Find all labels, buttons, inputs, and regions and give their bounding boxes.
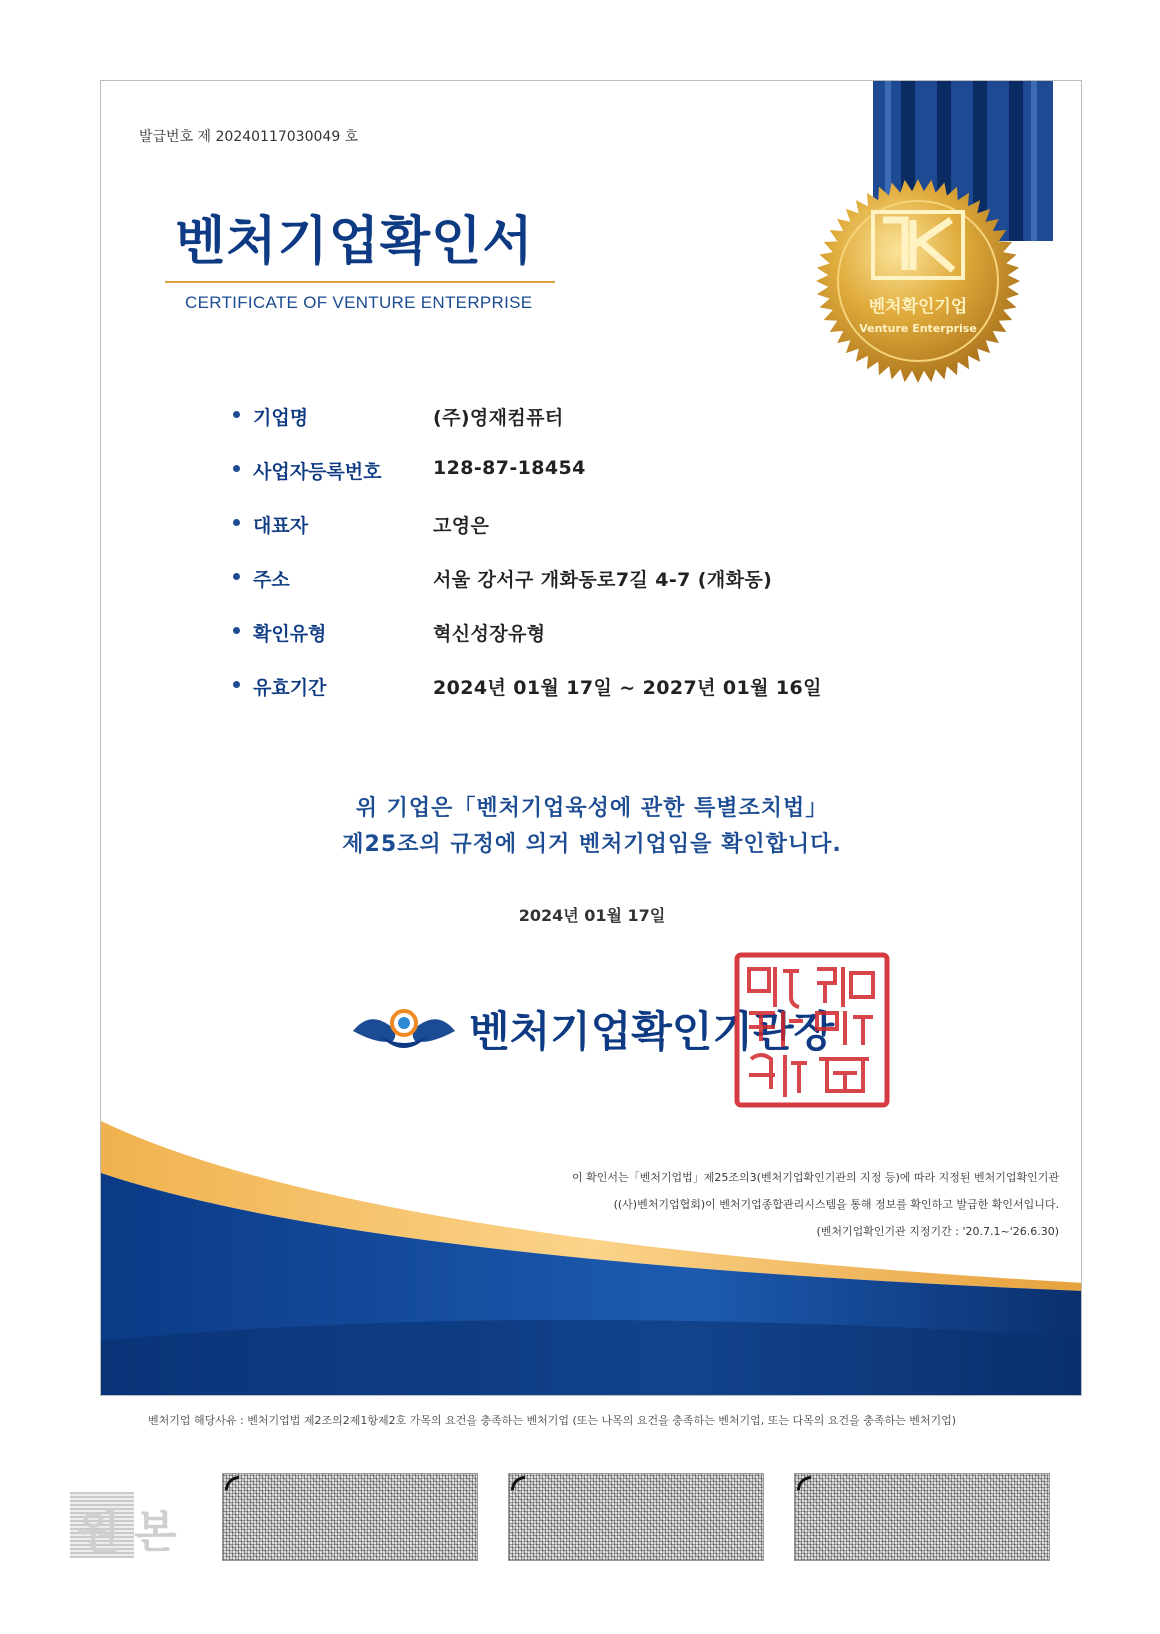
info-value: 고영은 [433, 515, 490, 537]
issuer-logo-icon [349, 1001, 459, 1061]
info-label: 주소 [253, 569, 290, 591]
info-value: 2024년 01월 17일 ~ 2027년 01월 16일 [433, 677, 822, 699]
info-row [233, 619, 993, 673]
original-mark [70, 1492, 198, 1558]
info-label: 유효기간 [253, 677, 327, 699]
info-row [233, 673, 993, 727]
bullet-icon [233, 519, 240, 526]
info-label: 대표자 [253, 515, 309, 537]
gold-seal-icon [813, 176, 1023, 386]
statement-line-1: 위 기업은「벤처기업육성에 관한 특별조치법」 [355, 796, 829, 821]
barcode-corner-icon [797, 1476, 811, 1490]
bullet-icon [233, 465, 240, 472]
footnote-line-3: (벤처기업확인기관 지정기간 : '20.7.1~'26.6.30) [816, 1225, 1059, 1238]
info-value: 서울 강서구 개화동로7길 4-7 (개화동) [433, 569, 773, 591]
verification-barcode [508, 1473, 764, 1561]
info-label: 확인유형 [253, 623, 327, 645]
barcode-corner-icon [511, 1476, 525, 1490]
issue-number: 발급번호 제 20240117030049 호 [139, 129, 359, 145]
statement-line-2: 제25조의 규정에 의거 벤처기업임을 확인합니다. [342, 832, 842, 857]
official-stamp-icon [733, 951, 891, 1109]
company-info [233, 403, 993, 727]
verification-barcode [222, 1473, 478, 1561]
verification-barcode [794, 1473, 1050, 1561]
info-label: 기업명 [253, 407, 309, 429]
info-label: 사업자등록번호 [253, 461, 382, 483]
bullet-icon [233, 411, 240, 418]
barcode-corner-icon [225, 1476, 239, 1490]
footnote-line-2: ((사)벤처기업협회)이 벤처기업종합관리시스템을 통해 정보를 확인하고 발급한 확인서입니다. [613, 1198, 1059, 1211]
info-value: (주)영재컴퓨터 [433, 407, 564, 429]
venture-reason-note: 벤처기업 해당사유 : 벤처기업법 제2조의2제1항제2호 가목의 요건을 충족하는 벤처기업 (또는 나목의 요건을 충족하는 벤처기업, 또는 다목의 요건을 충족하는 벤처기업) [148, 1414, 957, 1427]
seal-label-en: Venture Enterprise [859, 322, 977, 335]
footnote-line-1: 이 확인서는「벤처기업법」제25조의3(벤처기업확인기관의 지정 등)에 따라 지정된 벤처기업확인기관 [572, 1171, 1059, 1184]
info-value: 128-87-18454 [433, 457, 586, 479]
original-mark-text: 원본 [77, 1507, 191, 1558]
bullet-icon [233, 681, 240, 688]
issue-date: 2024년 01월 17일 [518, 906, 666, 925]
bullet-icon [233, 573, 240, 580]
info-row [233, 565, 993, 619]
decorative-wave [101, 1111, 1082, 1396]
certificate [100, 80, 1082, 1396]
bullet-icon [233, 627, 240, 634]
issuer-name: 벤처기업확인기관장 [469, 1007, 835, 1056]
info-row [233, 511, 993, 565]
info-row [233, 403, 993, 457]
title-underline [165, 281, 555, 283]
certificate-subtitle: CERTIFICATE OF VENTURE ENTERPRISE [185, 293, 533, 312]
info-value: 혁신성장유형 [433, 623, 546, 645]
info-row [233, 457, 993, 511]
certificate-title: 벤처기업확인서 [175, 212, 534, 272]
seal-label-ko: 벤처확인기업 [868, 297, 968, 317]
